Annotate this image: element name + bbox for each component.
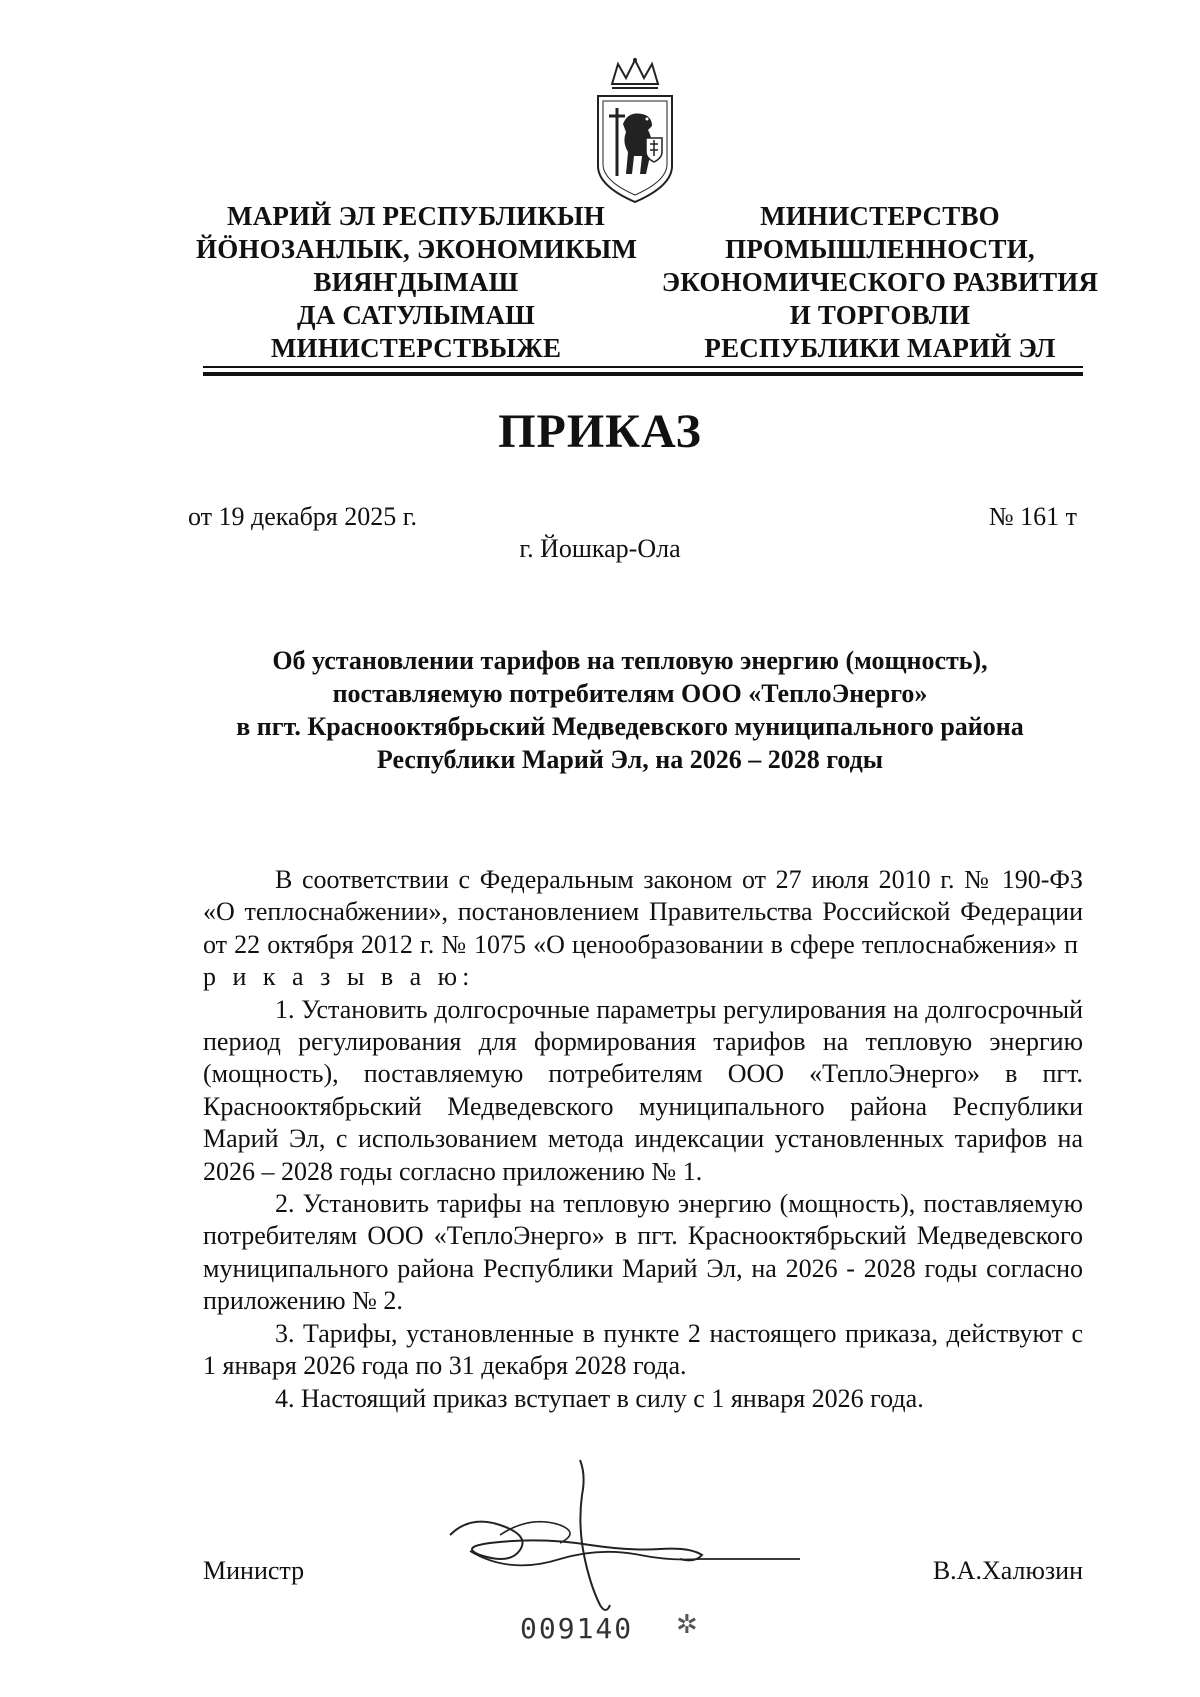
handwritten-signature bbox=[440, 1455, 860, 1625]
coat-of-arms-icon bbox=[590, 56, 680, 206]
document-date: от 19 декабря 2025 г. bbox=[188, 502, 417, 531]
subject-line: поставляемую потребителям ООО «ТеплоЭнерго» bbox=[332, 679, 928, 708]
header-right-line: МИНИСТЕРСТВО bbox=[760, 201, 1000, 231]
paragraph-1: 1. Установить долгосрочные параметры регулирования на долгосрочный период регулирования для формирования тарифов на тепловую энергию (мощность), поставляемую потребителям ООО «ТеплоЭнерго» в пгт. Краснооктябрьский Медведевского муниципального района Республики Марий Эл, с использованием метода индексации установленных тарифов на 2026 – 2028 годы согласно приложению № 1. bbox=[203, 994, 1083, 1186]
header-right-line: ЭКОНОМИЧЕСКОГО РАЗВИТИЯ bbox=[661, 267, 1099, 297]
signatory-role: Министр bbox=[203, 1556, 305, 1585]
header-left-mari bbox=[196, 200, 636, 365]
asterisk-mark-icon: ✲ bbox=[676, 1610, 698, 1639]
serial-number: 009140 bbox=[520, 1612, 634, 1645]
subject-line: Об установлении тарифов на тепловую энергию (мощность), bbox=[272, 646, 988, 675]
preamble-paragraph bbox=[203, 864, 1083, 994]
subject-line: Республики Марий Эл, на 2026 – 2028 годы bbox=[376, 745, 884, 774]
header-divider-thick bbox=[203, 372, 1083, 376]
header-right-russian bbox=[660, 200, 1100, 365]
header-right-line: РЕСПУБЛИКИ МАРИЙ ЭЛ bbox=[704, 333, 1056, 363]
header-left-line: ДА САТУЛЫМАШ bbox=[296, 300, 536, 330]
document-city: г. Йошкар-Ола bbox=[519, 534, 681, 563]
subject-line: в пгт. Краснооктябрьский Медведевского муниципального района bbox=[236, 712, 1024, 741]
header-left-line: ЙÖНОЗАНЛЫК, ЭКОНОМИКЫМ bbox=[196, 234, 638, 264]
header-left-line: ВИЯҤДЫМАШ bbox=[313, 267, 519, 297]
preamble-text: В соответствии с Федеральным законом от 27 июля 2010 г. № 190-ФЗ «О теплоснабжении», постановлением Правительства Российской Федерации от 22 октября 2012 г. № 1075 «О ценообразовании в сфере теплоснабжения» bbox=[203, 865, 1083, 959]
header-right-line: ПРОМЫШЛЕННОСТИ, bbox=[725, 234, 1035, 264]
document-number: № 161 т bbox=[988, 502, 1077, 531]
paragraph-4: 4. Настоящий приказ вступает в силу с 1 января 2026 года. bbox=[275, 1383, 924, 1413]
header-left-line: МАРИЙ ЭЛ РЕСПУБЛИКЫН bbox=[227, 201, 605, 231]
header-right-line: И ТОРГОВЛИ bbox=[789, 300, 971, 330]
paragraph-3: 3. Тарифы, установленные в пункте 2 настоящего приказа, действуют с 1 января 2026 года по 31 декабря 2028 года. bbox=[203, 1318, 1083, 1381]
preamble-verb: п р и к а з ы в а ю: bbox=[203, 929, 1083, 992]
signatory-name: В.А.Халюзин bbox=[932, 1556, 1083, 1585]
header-left-line: МИНИСТЕРСТВЫЖЕ bbox=[270, 333, 562, 363]
document-title: ПРИКАЗ bbox=[498, 405, 702, 458]
paragraph-2: 2. Установить тарифы на тепловую энергию (мощность), поставляемую потребителям ООО «ТеплоЭнерго» в пгт. Краснооктябрьский Медведевского муниципального района Республики Марий Эл, на 2026 - 2028 годы согласно приложению № 2. bbox=[203, 1189, 1083, 1316]
header-divider-thin bbox=[203, 366, 1083, 368]
document-body bbox=[203, 864, 1083, 1415]
document-subject bbox=[180, 644, 1080, 776]
